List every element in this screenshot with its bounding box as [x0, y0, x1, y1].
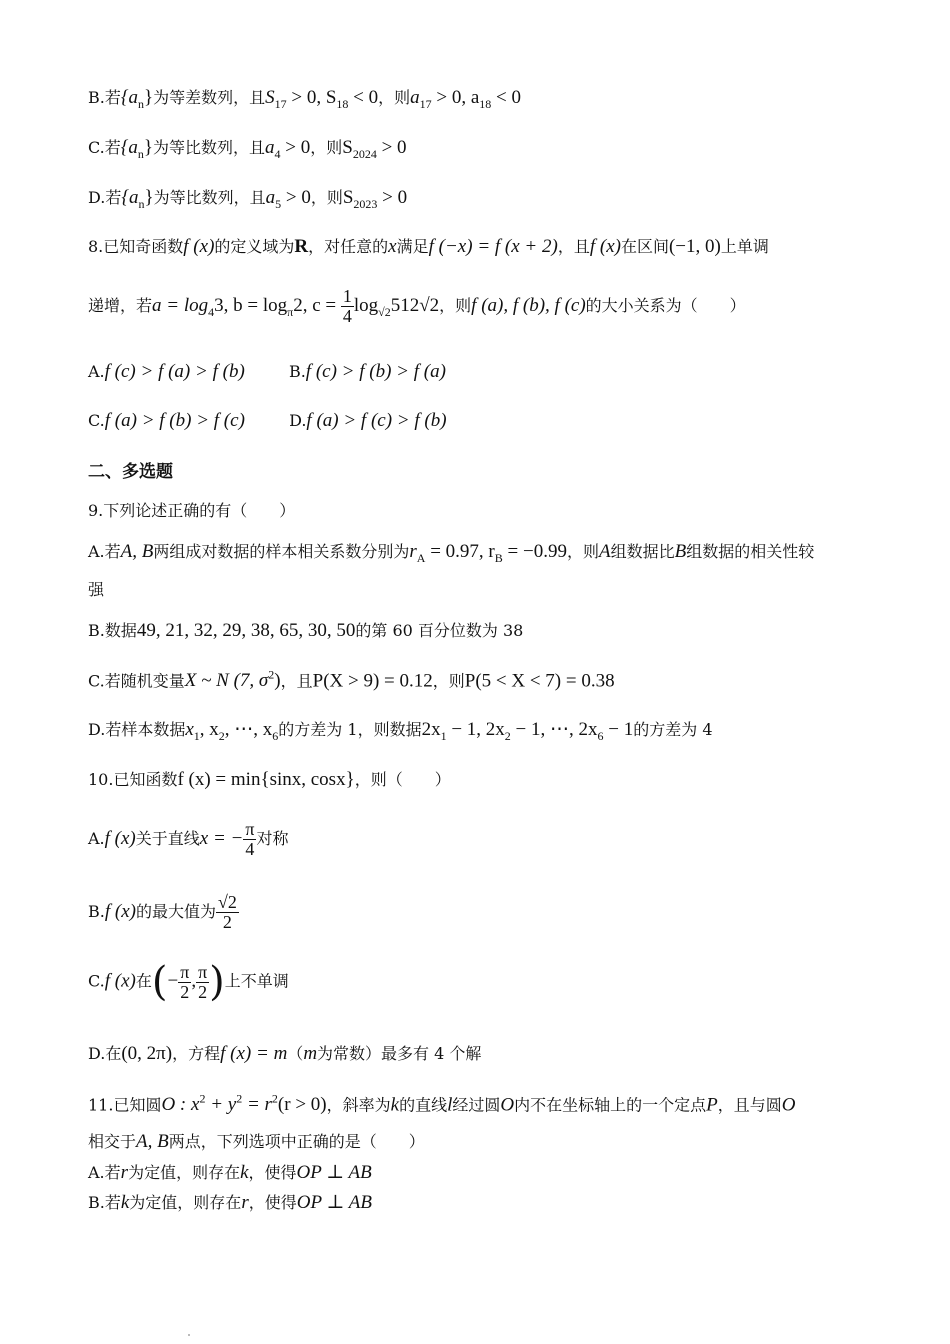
math-expr: $a_4 > 0$	[265, 137, 311, 161]
q8-options-row1	[88, 360, 446, 384]
fraction: $\frac{\pi}{4}$	[245, 819, 255, 859]
option-label: D.若	[88, 188, 122, 207]
q11-stem-line1: 11.已知圆O : $x^2 + y^2 = r^2(r > 0)$，斜率为k的直线l经过圆O内不在坐标轴上的一个定点P，且与圆O	[88, 1092, 796, 1116]
option-label: A.	[88, 362, 105, 381]
text: ，则	[310, 188, 343, 207]
math-expr: $\log_{√2}512√2$	[353, 294, 440, 319]
q8-stem-line1: 8.已知奇函数f (x)的定义域为R，对任意的x满足f (−x) = f (x + 2)，且f (x)在区间(−1, 0)上单调	[88, 236, 769, 257]
math-expr: $a_{17} > 0$, $a_{18} < 0$	[410, 87, 522, 111]
text: ，则	[310, 138, 343, 157]
math-expr: O	[781, 1094, 796, 1116]
math-expr: f (a) > f (c) > f (b)	[306, 410, 447, 431]
math-expr: $r_A = 0.97$, $r_B = -0.99$	[409, 541, 567, 565]
q9-stem: 9.下列论述正确的有（ ）	[88, 501, 296, 520]
math-expr: m	[303, 1043, 318, 1064]
q11-option-b: B.若k为定值，则存在r，使得OP ⊥ AB	[88, 1192, 372, 1213]
math-expr: f (c) > f (a) > f (b)	[104, 361, 245, 382]
q7-option-c	[88, 136, 407, 162]
math-expr: P(5 < X < 7) = 0.38	[464, 670, 615, 692]
math-expr: 49, 21, 32, 29, 38, 65, 30, 50	[136, 620, 356, 641]
math-expr: $S_{2024} > 0$	[342, 137, 407, 161]
option-label: B.	[288, 362, 306, 381]
math-expr: A, B	[136, 1131, 169, 1152]
math-expr: P	[706, 1094, 718, 1116]
math-expr: f (x)	[104, 900, 136, 922]
fraction: $\frac{\pi}{2}$	[198, 961, 208, 1002]
math-expr: k	[390, 1094, 400, 1116]
math-expr: R	[294, 236, 309, 257]
q10-option-a: A.f (x)关于直线x = − $\frac{\pi}{4}$ 对称	[88, 819, 289, 859]
math-expr: $\{a_n\}$	[120, 87, 154, 111]
math-expr: f (−x) = f (x + 2)	[428, 236, 558, 257]
math-expr: (−1, 0)	[668, 236, 721, 257]
option-label: C.若	[88, 138, 121, 157]
option-label: C.	[88, 411, 105, 430]
q9-option-c: C.若随机变量X ~ N (7, $\sigma^2$)，且P(X > 9) = 0.12，则P(5 < X < 7) = 0.38	[88, 668, 615, 692]
math-expr: f (a), f (b), f (c)	[471, 294, 586, 316]
option-label: D.	[289, 411, 307, 430]
math-expr: $\{a_n\}$	[120, 137, 153, 161]
math-expr: $\{a_n\}$	[121, 187, 154, 211]
math-expr: P(X > 9) = 0.12	[312, 670, 433, 692]
math-expr: B	[674, 541, 687, 562]
q8-options-row2	[88, 409, 447, 433]
q10-stem: 10.已知函数f (x) = min{sinx, cosx}，则（ ）	[88, 769, 451, 790]
math-expr: k	[120, 1192, 130, 1213]
q9-option-a-cont: 强	[88, 580, 105, 599]
math-expr: f (x)	[183, 236, 215, 257]
math-expr: f (x)	[589, 236, 621, 257]
q10-option-b: B.f (x)的最大值为 $\frac{√2}{2}$	[88, 892, 237, 932]
q9-option-b: B.数据49, 21, 32, 29, 38, 65, 30, 50的第 60 百分位数为 38	[88, 620, 524, 641]
text: ，则	[378, 88, 411, 107]
math-expr: f (x) = min{sinx, cosx}	[177, 769, 355, 790]
math-expr: A, B	[120, 541, 154, 562]
math-expr: O : $x^2 + y^2 = r^2(r > 0)$	[161, 1092, 327, 1116]
math-expr: f (x) = m	[220, 1043, 288, 1064]
math-expr: f (c) > f (b) > f (a)	[305, 361, 446, 382]
math-expr: $a = \log_43$, $b = \log_\pi 2$, c =	[152, 294, 341, 319]
math-expr: l	[447, 1094, 453, 1116]
q11-stem-line2: 相交于A, B两点，下列选项中正确的是（ ）	[88, 1131, 425, 1152]
q10-option-d: D.在(0, 2π)，方程f (x) = m（m为常数）最多有 4 个解	[88, 1043, 482, 1064]
scan-speck	[188, 1334, 190, 1336]
math-expr: x = −	[199, 827, 244, 849]
math-expr: X ~ N (7, $\sigma^2$)	[184, 668, 281, 692]
math-expr: f (a) > f (b) > f (c)	[104, 410, 245, 431]
fraction: $\frac{\pi}{2}$	[180, 961, 190, 1002]
q10-option-c: C.f (x)在(− $\frac{\pi}{2}$ , $\frac{\pi}{2}$ )上不单调	[88, 959, 289, 1005]
q7-option-b	[88, 86, 521, 112]
q8-stem-line2: 递增，若$a = \log_43$, $b = \log_\pi 2$, c = $\frac{1}{4}$ $\log_{√2}512√2$，则f (a), f (b), f (c)的大小关系为（ ）	[88, 286, 746, 326]
math-expr: f (x)	[104, 970, 136, 992]
math-expr: $a_5 > 0$	[265, 187, 311, 211]
math-expr: $S_{2023} > 0$	[342, 187, 408, 211]
math-expr: OP ⊥ AB	[296, 1192, 372, 1213]
math-expr: r	[241, 1192, 249, 1213]
text: 为等比数列，且	[153, 188, 266, 207]
math-expr: f (x)	[104, 827, 136, 849]
math-expr: OP ⊥ AB	[296, 1162, 372, 1183]
text: 为等差数列，且	[153, 88, 266, 107]
fraction: $\frac{1}{4}$	[342, 286, 352, 326]
math-expr: $x_1$, $x_2$, ⋯, $x_6$	[185, 719, 279, 743]
q7-option-d	[88, 186, 407, 212]
q9-option-a: A.若A, B两组成对数据的样本相关系数分别为$r_A = 0.97$, $r_B = -0.99$，则A组数据比B组数据的相关性较	[88, 541, 815, 565]
math-expr: r	[120, 1162, 129, 1183]
fraction: $\frac{√2}{2}$	[217, 892, 237, 932]
math-expr: O	[500, 1094, 515, 1116]
text: 为等比数列，且	[153, 138, 266, 157]
section-heading: 二、多选题	[88, 462, 173, 482]
math-expr: k	[240, 1162, 249, 1183]
math-expr: x	[388, 236, 397, 257]
math-expr: (0, 2π)	[121, 1043, 173, 1064]
math-expr: A	[598, 541, 611, 562]
math-expr: $2x_1 - 1$, $2x_2 - 1$, ⋯, $2x_6 - 1$	[421, 719, 634, 743]
option-label: B.若	[88, 88, 121, 107]
q11-option-a: A.若r为定值，则存在k，使得OP ⊥ AB	[88, 1162, 372, 1183]
math-expr: $S_{17} > 0$, $S_{18} < 0$	[265, 87, 379, 111]
q9-option-d: D.若样本数据$x_1$, $x_2$, ⋯, $x_6$的方差为 1，则数据$2x_1 - 1$, $2x_2 - 1$, ⋯, $2x_6 - 1$的方差为 4	[88, 719, 713, 743]
